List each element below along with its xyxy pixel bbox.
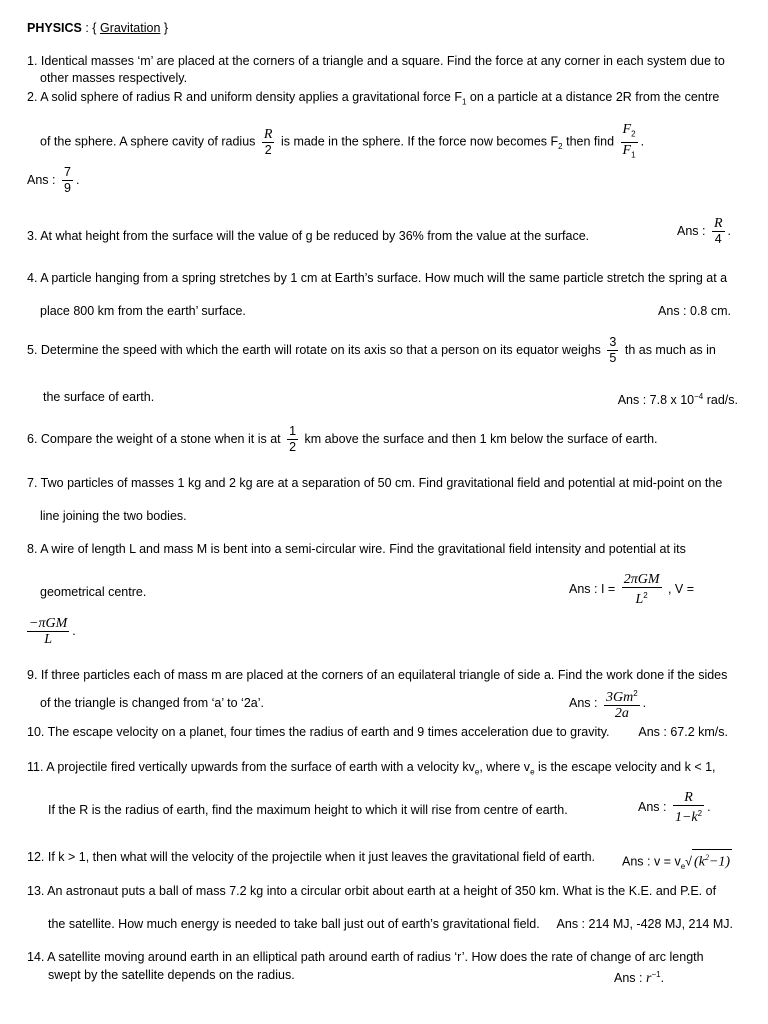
- question-12: 12. If k > 1, then what will the velocity of the projectile when it just leaves the gravitational field of earth.: [27, 850, 596, 864]
- page-title: PHYSICS : { Gravitation }: [27, 21, 169, 35]
- question-3: 3. At what height from the surface will the value of g be reduced by 36% from the value at the surface.: [27, 229, 590, 243]
- question-10: 10. The escape velocity on a planet, four times the radius of earth and 9 times acceleration due to gravity.: [27, 725, 610, 739]
- fraction-1-over-2: $\frac{1}{2}$: [289, 424, 297, 454]
- question-1-line-1: 1. Identical masses ‘m’ are placed at the corners of a triangle and a square. Find the force at any corner in each system due to: [27, 54, 725, 68]
- question-3-answer: Ans : $\frac{R}{4}$ .: [677, 216, 732, 246]
- sqrt-symbol: √: [685, 854, 693, 869]
- question-8-answer-v: $\frac{\text{−πGM}}{L}$ .: [29, 616, 76, 647]
- question-7-line-1: 7. Two particles of masses 1 kg and 2 kg are at a separation of 50 cm. Find gravitational field and potential at mid-point on the: [27, 476, 723, 490]
- fraction-r-over-2: $\frac{R}{2}$: [263, 126, 273, 157]
- subject-label: PHYSICS: [27, 21, 82, 35]
- question-6: 6. Compare the weight of a stone when it is at $\frac{1}{2}$ km above the surface and then 1 km below the surface of earth.: [27, 424, 658, 454]
- fraction-f2-over-f1: $\frac{F_2}{F_1}$: [622, 122, 636, 159]
- fraction-3-over-5: $\frac{3}{5}$: [609, 335, 617, 365]
- question-10-answer: Ans : 67.2 km/s.: [638, 725, 728, 739]
- question-9-line-1: 9. If three particles each of mass m are placed at the corners of an equilateral triangle of side a. Find the work done if the sides: [27, 668, 728, 682]
- question-2-answer: Ans : $\frac{7}{9}$ .: [27, 165, 80, 195]
- question-14-line-2: swept by the satellite depends on the radius.: [48, 968, 295, 982]
- question-12-answer: Ans : $v = v_e√$ $(k^2-1)$: [622, 849, 732, 875]
- question-7-line-2: line joining the two bodies.: [40, 509, 187, 523]
- question-2-line-2: of the sphere. A sphere cavity of radius $\frac{R}{2}$ is made in the sphere. If the force now becomes $F_2$ then find $\frac{F_2}{F_1}$ .: [40, 122, 644, 162]
- question-9-line-2: of the triangle is changed from ‘a’ to ‘2a’.: [40, 696, 264, 710]
- question-5-line-1: 5. Determine the speed with which the earth will rotate on its axis so that a person on its equator weighs $\frac{3}{5}$ th as much as in: [27, 335, 716, 365]
- question-4-answer: Ans : 0.8 cm.: [658, 304, 731, 318]
- question-13-line-2: the satellite. How much energy is needed to take ball just out of earth’s gravitational field.: [48, 917, 540, 931]
- question-9-answer: Ans : $\frac{3Gm^2}{2a}$ .: [569, 686, 646, 721]
- question-11-answer: Ans : $\frac{R}{1-k^2}$ .: [638, 790, 711, 826]
- question-14-answer: Ans : $r^{-1}$.: [614, 970, 665, 987]
- question-4-line-2: place 800 km from the earth’ surface.: [40, 304, 246, 318]
- topic-label: Gravitation: [99, 21, 161, 35]
- question-4-line-1: 4. A particle hanging from a spring stretches by 1 cm at Earth’s surface. How much will the same particle stretch the spring at a: [27, 271, 728, 285]
- question-5-answer: Ans : 7.8 x $10^{-4}$ rad/s.: [617, 392, 738, 408]
- question-5-line-2: the surface of earth.: [43, 390, 155, 404]
- question-13-line-1: 13. An astronaut puts a ball of mass 7.2 kg into a circular orbit about earth at a height of 350 km. What is the K.E. and P.E. of: [27, 884, 717, 898]
- question-8-line-2: geometrical centre.: [40, 585, 147, 599]
- question-13-answer: Ans : 214 MJ, -428 MJ, 214 MJ.: [556, 917, 733, 931]
- question-8-answer: Ans : I = $\frac{\text{2πGM}}{L^2}$ , V =: [569, 572, 695, 608]
- question-11-line-2: If the R is the radius of earth, find the maximum height to which it will rise from centre of earth.: [48, 803, 568, 817]
- question-14-line-1: 14. A satellite moving around earth in an elliptical path around earth of radius ‘r’. How does the rate of change of arc length: [27, 950, 704, 964]
- question-8-line-1: 8. A wire of length L and mass M is bent into a semi-circular wire. Find the gravitational field intensity and potential at its: [27, 542, 686, 556]
- question-1-line-2: other masses respectively.: [40, 71, 188, 85]
- question-2-line-1: 2. A solid sphere of radius R and uniform density applies a gravitational force $F_1$ on a particle at a distance 2R from the centre: [27, 90, 720, 107]
- question-11-line-1: 11. A projectile fired vertically upwards from the surface of earth with a velocity $kv_e$, where $v_e$ is the escape velocity and k < 1,: [27, 760, 716, 777]
